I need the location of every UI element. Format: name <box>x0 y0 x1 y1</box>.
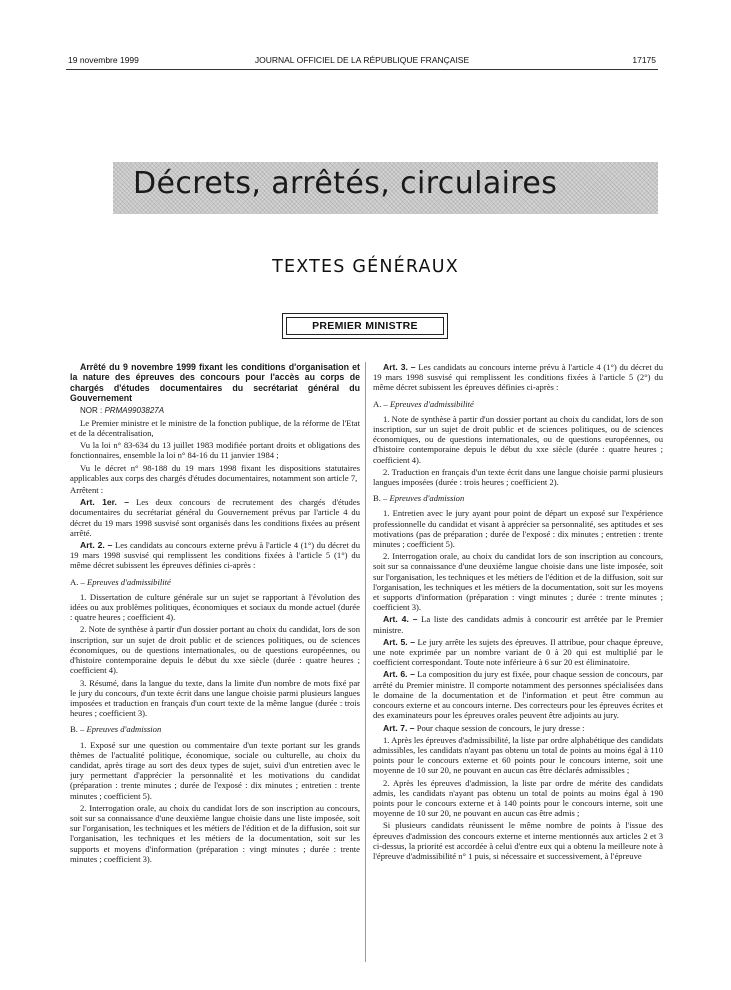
paragraph: 1. Exposé sur une question ou commentaire d'un texte portant sur les grands thèmes de l'actualité politique, économique, sociale ou culturelle, au choix du candidat, après tirage au sort des deux types de sujet, suivi d'un entretien avec le jury permettant d'apprécier la personnalité et les motivations du candidat (préparation : trente minutes ; durée de l'exposé : dix minutes ; entretien : trente minutes ; coefficient 5). <box>70 739 360 801</box>
paragraph: Vu le décret n° 98-188 du 19 mars 1998 fixant les dispositions statutaires applicables aux corps des chargés d'études documentaires, notamment son article 7, <box>70 462 360 483</box>
article-2 <box>70 540 360 571</box>
nor-label: NOR : <box>80 405 103 415</box>
article-text: Le jury arrête les sujets des épreuves. Il attribue, pour chaque épreuve, une note exprimée par un nombre variant de 0 à 20 qui est multiplié par le coefficient correspondant. Toute note inférieure à 6 sur 20 est éliminatoire. <box>373 636 663 668</box>
arretent-line: Arrêtent : <box>70 485 104 496</box>
article-3 <box>373 362 663 393</box>
article-label: Art. 5. – <box>383 636 416 647</box>
section-title: TEXTES GÉNÉRAUX <box>272 257 459 277</box>
ministry-box <box>282 313 448 339</box>
header-rule <box>66 69 658 70</box>
page-header <box>68 55 656 69</box>
paragraph: 1. Dissertation de culture générale sur un sujet se rapportant à l'évolution des idées ou aux problèmes politiques, économiques et sociaux du monde actuel (durée : quatre heures ; coefficient 4). <box>70 591 360 623</box>
header-date: 19 novembre 1999 <box>68 55 139 65</box>
article-7 <box>373 723 663 733</box>
paragraph: 1. Entretien avec le jury ayant pour point de départ un exposé sur l'expérience professionnelle du candidat et visant à apprécier sa personnalité, ses aptitudes et ses motivations (pas de préparation ; durée de l'exposé : dix minutes ; entretien : trente minutes ; coefficient 5). <box>373 508 663 550</box>
paragraph: 1. Après les épreuves d'admissibilité, la liste par ordre alphabétique des candidats admissibles, les candidats n'ayant pas obtenu un total de points au moins égal à 110 points pour le concours externe et 60 points pour le concours interne, soit une moyenne de 10 sur 20, ne pouvant en aucun cas être déclarés admissibles ; <box>373 734 663 776</box>
ministry-label: PREMIER MINISTRE <box>312 320 418 332</box>
article-label: Art. 3. – <box>383 362 416 372</box>
sub-heading-prefix: B. – <box>70 724 85 735</box>
paragraph: 2. Interrogation orale, au choix du candidat lors de son inscription au concours, soit sur sa connaissance d'une deuxième langue choisie dans une liste imposée, soit sur l'organisation, les techniques et les métiers de l'édition et de la diffusion, soit sur l'organisation, les techniques et les métiers de la documentation, soit sur les supports et moyens d'information (préparation : vingt minutes ; durée : trente minutes ; coefficient 3). <box>70 802 360 864</box>
article-label: Art. 7. – <box>383 722 415 733</box>
article-text: Les deux concours de recrutement des chargés d'études documentaires du secrétariat général du Gouvernement prévus par l'article 4 du décret du 19 mars 1998 susvisé sont organisés dans les conditions fixées au présent arrêté. <box>70 497 360 538</box>
paragraph: 2. Après les épreuves d'admission, la liste par ordre de mérite des candidats admis, les candidats n'ayant pas obtenu un total de points au moins égal à 190 points pour le concours externe et à 140 points pour le concours interne, soit une moyenne de 10 sur 20, ne pouvant en aucun cas être admis ; <box>373 777 663 819</box>
article-text: Les candidats au concours externe prévu à l'article 4 (1°) du décret du 19 mars 1998 susvisé qui remplissent les conditions fixées à l'article 5 (1°) du même décret subissent les épreuves définies ci-après : <box>70 540 360 571</box>
article-label: Art. 1er. – <box>80 497 129 508</box>
sub-heading-b <box>70 724 360 734</box>
paragraph: 2. Interrogation orale, au choix du candidat lors de son inscription au concours, soit sur sa connaissance d'une deuxième langue choisie dans une liste imposée, soit sur l'organisation, les techniques et les métiers de l'édition et de la diffusion, soit sur l'organisation, les techniques et les métiers de la documentation, soit sur les moyens et supports d'information (préparation : vingt minutes ; durée : trente minutes ; coefficient 3). <box>373 551 663 613</box>
sub-heading-title: Epreuves d'admission <box>86 724 162 735</box>
article-4 <box>373 614 663 634</box>
arrete-title: Arrêté du 9 novembre 1999 fixant les conditions d'organisation et la nature des épreuves des concours pour l'accès au corps de chargés d'études documentaires du secrétariat général du Gouvernement <box>70 362 360 404</box>
article-label: Art. 6. – <box>383 669 415 680</box>
nor-line <box>70 406 360 416</box>
left-column <box>70 362 360 962</box>
section-banner <box>113 162 658 214</box>
paragraph: Vu la loi n° 83-634 du 13 juillet 1983 modifiée portant droits et obligations des fonctionnaires, ensemble la loi n° 84-16 du 11 janvier 1984 ; <box>70 440 360 461</box>
header-page-number: 17175 <box>632 55 656 65</box>
sub-heading-a <box>373 399 663 409</box>
article-text: Pour chaque session de concours, le jury dresse : <box>416 722 585 733</box>
sub-heading-title: Epreuves d'admissibilité <box>389 398 474 409</box>
article-label: Art. 2. – <box>80 540 113 551</box>
paragraph: 2. Traduction en français d'un texte écrit dans une langue choisie parmi plusieurs langues imposées (durée : trois heures ; coefficient 2). <box>373 466 663 488</box>
article-text: La liste des candidats admis à concourir est arrêtée par le Premier ministre. <box>373 614 663 635</box>
sub-heading-prefix: A. – <box>70 576 85 587</box>
sub-heading-prefix: B. – <box>373 493 388 504</box>
sub-heading-b <box>373 493 663 503</box>
sub-heading-title: Epreuves d'admissibilité <box>86 576 171 587</box>
nor-value: PRMA9903827A <box>104 405 165 415</box>
paragraph: 2. Note de synthèse à partir d'un dossier portant au choix du candidat, lors de son inscription, sur un sujet de droit public et de sciences politiques, ou de sciences économiques, ou de questions internationales, ou de questions européennes, ou d'histoire contemporaine depuis le début du xxe siècle (durée : quatre heures ; coefficient 4). <box>70 624 360 676</box>
sub-heading-prefix: A. – <box>373 398 388 409</box>
article-label: Art. 4. – <box>383 614 418 625</box>
article-text: La composition du jury est fixée, pour chaque session de concours, par arrêté du Premier ministre. Il comporte notamment des personnes spécialisées dans le domaine de la documentation et de l'information et peut être commun au concours externe et au concours interne. Des correcteurs pour les épreuves écrites et des examinateurs pour les épreuves orales peuvent être adjoints au jury. <box>373 669 663 721</box>
sub-heading-title: Epreuves d'admission <box>389 493 465 504</box>
article-1 <box>70 497 360 538</box>
header-journal-title: JOURNAL OFFICIEL DE LA RÉPUBLIQUE FRANÇAISE <box>254 55 470 65</box>
article-text: Les candidats au concours interne prévu à l'article 4 (1°) du décret du 19 mars 1998 susvisé qui remplissent les conditions fixées à l'article 5 (2°) du même décret subissent les épreuves définies ci-après : <box>373 362 663 393</box>
column-divider <box>365 362 366 962</box>
paragraph: Le Premier ministre et le ministre de la fonction publique, de la réforme de l'Etat et de la décentralisation, <box>70 417 360 439</box>
right-column <box>373 362 663 962</box>
sub-heading-a <box>70 577 360 587</box>
paragraph: 3. Résumé, dans la langue du texte, dans la limite d'un nombre de mots fixé par le jury du concours, d'un texte écrit dans une langue choisie parmi plusieurs langues imposées et traduction en français d'un court texte de la même langue (durée : trois heures ; coefficient 3). <box>70 677 360 719</box>
paragraph: 1. Note de synthèse à partir d'un dossier portant au choix du candidat, lors de son inscription, sur un sujet de droit public et de sciences politiques, ou de sciences économiques, ou de questions internationales, ou de questions européennes, ou d'histoire contemporaine depuis le début du xxe siècle (durée : quatre heures ; coefficient 4). <box>373 413 663 465</box>
banner-title: Décrets, arrêtés, circulaires <box>133 166 558 201</box>
article-6 <box>373 669 663 720</box>
paragraph: Si plusieurs candidats réunissent le même nombre de points à l'issue des épreuves d'admission des concours externe et interne mentionnés aux articles 2 et 3 ci-dessus, la priorité est accordée à celui d'entre eux qui a obtenu la meilleure note à l'épreuve d'admissibilité n° 1 puis, si nécessaire et successivement, à l'épreuve <box>373 820 663 861</box>
article-5 <box>373 637 663 668</box>
